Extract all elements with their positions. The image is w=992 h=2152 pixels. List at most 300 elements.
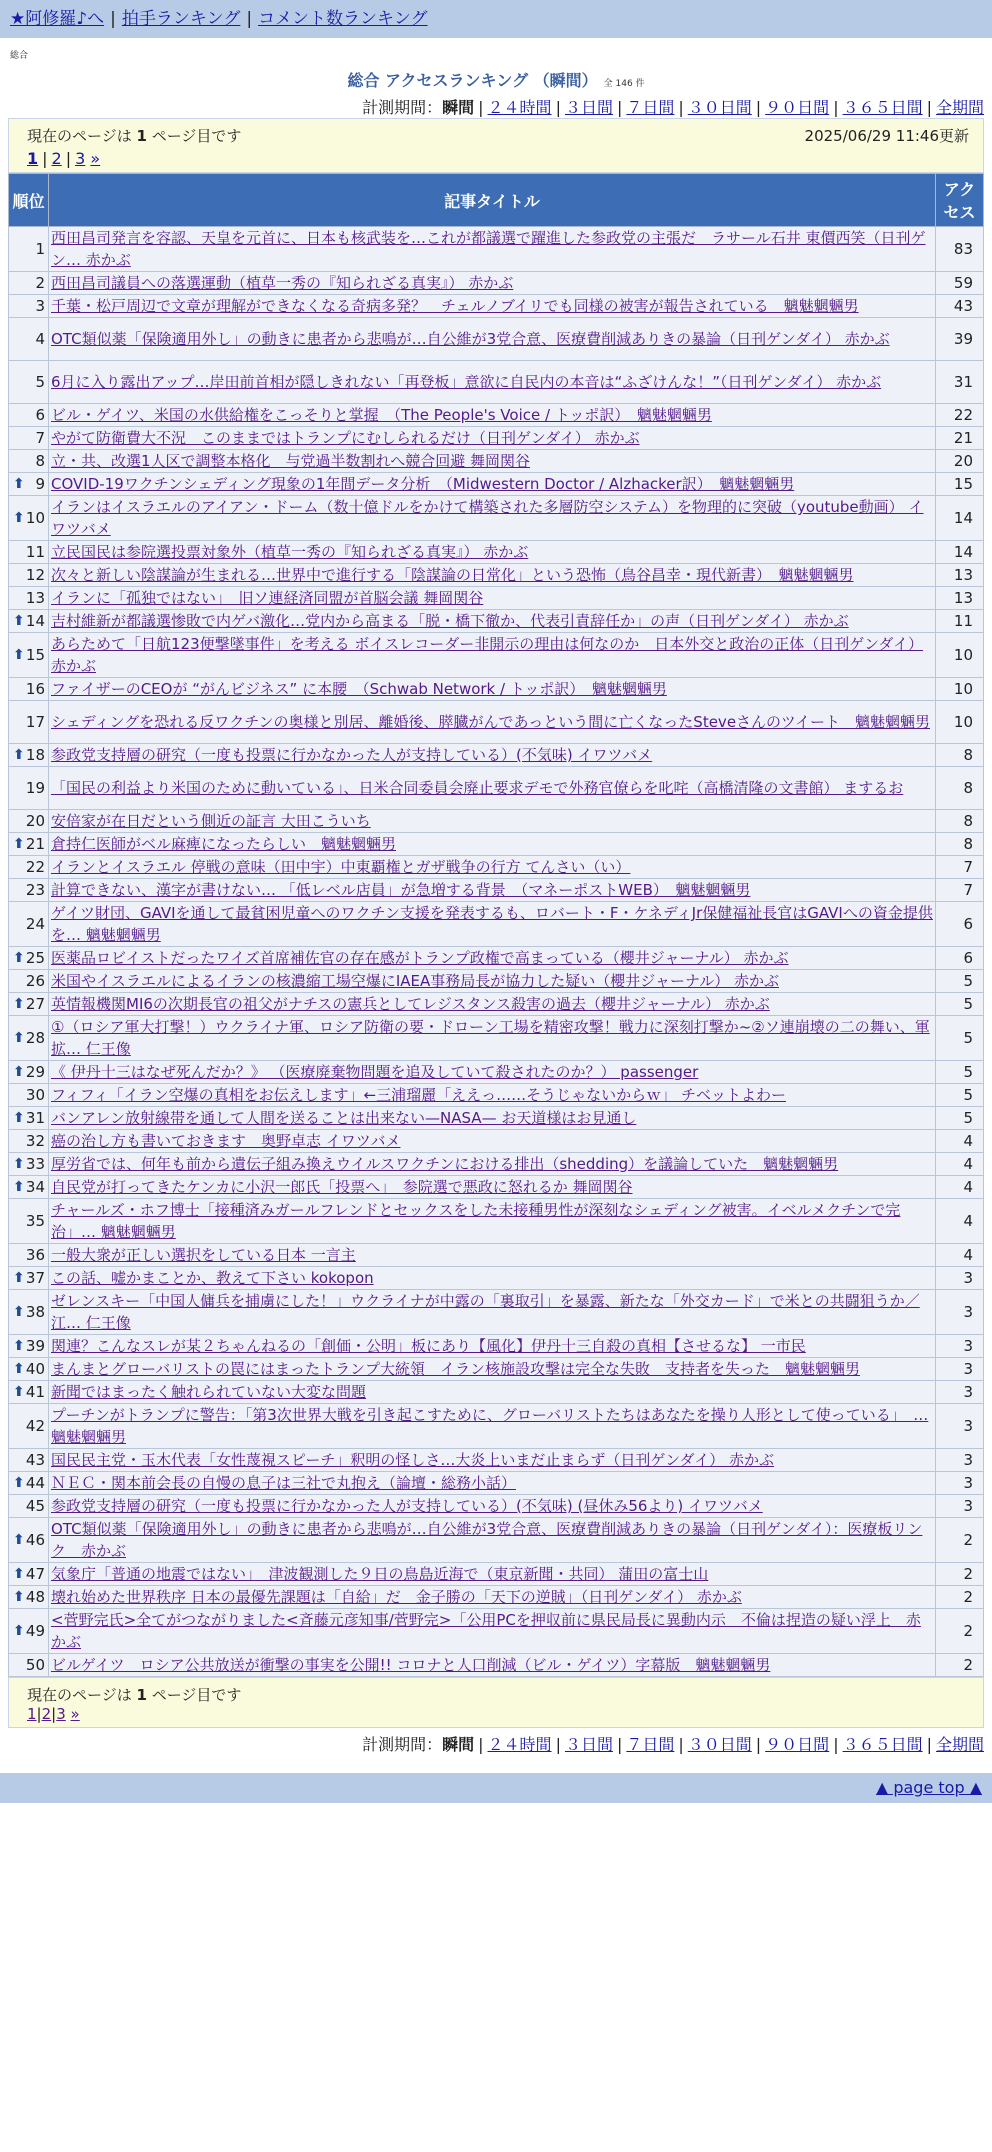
period-option-5[interactable]: ３６５日間: [842, 98, 923, 117]
access-count: 2: [936, 1654, 984, 1677]
table-row: [9, 1518, 984, 1563]
table-row: [9, 701, 984, 744]
current-page-number: 1: [136, 1686, 147, 1704]
rank-cell: [9, 1084, 49, 1107]
article-link[interactable]: 国民民主党・玉木代表「女性蔑視スピーチ」釈明の怪しさ…大炎上いまだ止まらず（日刊ゲンダイ） 赤かぶ: [51, 1451, 774, 1469]
rank-cell: [9, 744, 49, 767]
rank-cell: [9, 678, 49, 701]
rank-cell: [9, 1244, 49, 1267]
table-row: [9, 1061, 984, 1084]
period-separator: |: [478, 1735, 484, 1754]
rank-number: 13: [25, 589, 45, 607]
pager-bottom: [27, 1705, 969, 1723]
article-link[interactable]: 米国やイスラエルによるイランの核濃縮工場空爆にIAEA事務局長が協力した疑い（櫻井ジャーナル） 赤かぶ: [51, 972, 779, 990]
article-link[interactable]: 《 伊丹十三はなぜ死んだか？》 （医療廃棄物問題を追及していて殺されたのか？） passenger: [51, 1063, 699, 1081]
rank-number: 33: [25, 1155, 45, 1173]
article-link[interactable]: ＮＥＣ・関本前会長の自慢の息子は三社で丸抱え（論壇・総務小話）: [51, 1474, 517, 1492]
rank-number: 39: [25, 1337, 45, 1355]
access-count: 4: [936, 1199, 984, 1244]
table-row: [9, 295, 984, 318]
rank-up-icon: ⬆: [13, 1384, 25, 1400]
rank-up-icon: ⬆: [13, 1156, 25, 1172]
rank-cell: [9, 404, 49, 427]
rank-up-icon: ⬆: [13, 613, 25, 629]
rank-cell: [9, 701, 49, 744]
rank-number: 41: [25, 1383, 45, 1401]
home-link[interactable]: ★阿修羅♪へ: [10, 9, 105, 29]
title-cell: [49, 1586, 936, 1609]
header-access: アクセス: [936, 174, 984, 227]
access-count: 8: [936, 767, 984, 810]
article-link[interactable]: <菅野完氏>全てがつながりました<斉藤元彦知事/菅野完>「公用PCを押収前に県民局長に異動内示 不倫は捏造の疑い浮上 赤かぶ: [51, 1611, 921, 1651]
article-link[interactable]: 一般大衆が正しい選択をしている日本 一言主: [51, 1246, 356, 1264]
rank-up-icon: ⬆: [13, 1566, 25, 1582]
article-link[interactable]: 安倍家が在日だという側近の証言 大田こういち: [51, 812, 371, 830]
rank-number: 9: [35, 475, 45, 493]
title-cell: [49, 1244, 936, 1267]
period-option-1[interactable]: ３日間: [564, 1735, 613, 1754]
pager-next[interactable]: »: [70, 1705, 80, 1723]
access-count: 3: [936, 1472, 984, 1495]
current-page-number: 1: [136, 127, 147, 145]
table-row: [9, 227, 984, 272]
period-option-0[interactable]: ２４時間: [487, 1735, 552, 1754]
access-count: 5: [936, 1084, 984, 1107]
title-cell: [49, 227, 936, 272]
table-row: [9, 1107, 984, 1130]
rank-cell: [9, 295, 49, 318]
title-cell: [49, 1335, 936, 1358]
article-link[interactable]: 立・共、改選1人区で調整本格化 与党過半数割れへ競合回避 舞岡関谷: [51, 452, 531, 470]
title-cell: [49, 272, 936, 295]
period-option-6[interactable]: 全期間: [935, 98, 984, 117]
rank-cell: [9, 473, 49, 496]
article-link[interactable]: 医薬品ロビイストだったワイズ首席補佐官の存在感がトランプ政権で高まっている（櫻井ジャーナル） 赤かぶ: [51, 949, 789, 967]
period-separator: |: [555, 1735, 561, 1754]
rank-number: 21: [25, 835, 45, 853]
title-cell: [49, 744, 936, 767]
article-link[interactable]: ビル・ゲイツ、米国の水供給権をこっそりと掌握 （The People's Voice / トッポ訳） 魑魅魍魎男: [51, 406, 712, 424]
period-separator: |: [755, 1735, 762, 1754]
table-row: [9, 947, 984, 970]
title-cell: [49, 767, 936, 810]
table-row: [9, 633, 984, 678]
nav-separator: |: [246, 9, 253, 29]
article-link[interactable]: 気象庁「普通の地震ではない」 津波観測した９日の鳥島近海で（東京新聞・共同） 蒲田の富士山: [51, 1565, 709, 1583]
updated-timestamp: 2025/06/29 11:46更新: [804, 127, 969, 145]
category-label: 総合: [10, 51, 29, 61]
article-link[interactable]: フィフィ「イラン空爆の真相をお伝えします」←三浦瑠麗「ええっ……そうじゃないからｗ」 チベットよわー: [51, 1086, 786, 1104]
pager-separator: |: [51, 1705, 57, 1723]
rank-number: 22: [25, 858, 45, 876]
access-count: 4: [936, 1153, 984, 1176]
title-cell: [49, 902, 936, 947]
article-link[interactable]: バンアレン放射線帯を通して人間を送ることは出来ない—NASA— お天道様はお見通し: [51, 1109, 637, 1127]
access-count: 8: [936, 810, 984, 833]
rank-up-icon: ⬆: [13, 1110, 25, 1126]
rank-cell: [9, 450, 49, 473]
period-option-4[interactable]: ９０日間: [765, 1735, 830, 1754]
rank-number: 7: [35, 429, 45, 447]
period-selector-bottom: [0, 1732, 992, 1755]
rank-number: 3: [35, 297, 45, 315]
table-row: [9, 1130, 984, 1153]
access-count: 2: [936, 1518, 984, 1563]
comment-ranking-link[interactable]: コメント数ランキング: [258, 9, 428, 29]
page-status: [27, 125, 241, 146]
rank-number: 19: [25, 779, 45, 797]
access-count: 8: [936, 744, 984, 767]
access-count: 14: [936, 496, 984, 541]
access-count: 3: [936, 1290, 984, 1335]
access-count: 5: [936, 1061, 984, 1084]
period-separator: |: [755, 98, 762, 117]
pager-page-1[interactable]: 1: [27, 1705, 37, 1723]
rank-number: 43: [25, 1451, 45, 1469]
table-row: [9, 496, 984, 541]
rank-cell: [9, 1586, 49, 1609]
period-option-1[interactable]: ３日間: [564, 98, 613, 117]
table-row: [9, 1267, 984, 1290]
title-cell: [49, 1107, 936, 1130]
article-link[interactable]: 厚労省では、何年も前から遺伝子組み換えウイルスワクチンにおける排出（shedding）を議論していた 魑魅魍魎男: [51, 1155, 839, 1173]
rank-cell: [9, 993, 49, 1016]
period-option-2[interactable]: ７日間: [626, 1735, 675, 1754]
rank-number: 8: [35, 452, 45, 470]
access-count: 43: [936, 295, 984, 318]
page-status-suffix: ページ目です: [151, 127, 242, 145]
article-link[interactable]: 壊れ始めた世界秩序 日本の最優先課題は「自給」だ 金子勝の「天下の逆賊」（日刊ゲンダイ） 赤かぶ: [51, 1588, 742, 1606]
title-cell: [49, 404, 936, 427]
article-link[interactable]: 「国民の利益より米国のために動いている」、日米合同委員会廃止要求デモで外務官僚らを叱咤（高橋清隆の文書館） まするお: [51, 779, 904, 797]
period-separator: |: [616, 1735, 623, 1754]
period-separator: |: [678, 98, 684, 117]
rank-number: 5: [35, 373, 45, 391]
title-cell: [49, 856, 936, 879]
rank-cell: [9, 1449, 49, 1472]
access-count: 13: [936, 564, 984, 587]
access-count: 20: [936, 450, 984, 473]
pager-page-1[interactable]: 1: [27, 149, 39, 168]
article-link[interactable]: ゲイツ財団、GAVIを通して最貧困児童へのワクチン支援を発表するも、ロバート・F・ケネディJr保健福祉長官はGAVIへの資金提供を… 魑魅魍魎男: [51, 904, 933, 944]
title-cell: [49, 1267, 936, 1290]
title-cell: [49, 678, 936, 701]
rank-cell: [9, 1335, 49, 1358]
access-count: 8: [936, 833, 984, 856]
title-cell: [49, 633, 936, 678]
rank-cell: [9, 1495, 49, 1518]
access-count: 2: [936, 1609, 984, 1654]
rank-cell: [9, 1654, 49, 1677]
article-link[interactable]: OTC類似薬「保険適用外し」の動きに患者から悲鳴が…自公維が3党合意、医療費削減ありきの暴論（日刊ゲンダイ）：医療板リンク 赤かぶ: [51, 1520, 923, 1560]
period-current: 瞬間: [442, 98, 475, 117]
article-link[interactable]: 英情報機関MI6の次期長官の祖父がナチスの憲兵としてレジスタンス殺害の過去（櫻井ジャーナル） 赤かぶ: [51, 995, 770, 1013]
table-row: [9, 678, 984, 701]
rank-cell: [9, 1563, 49, 1586]
rank-number: 32: [25, 1132, 45, 1150]
article-link[interactable]: ゼレンスキー「中国人傭兵を捕虜にした！」ウクライナが中露の「裏取引」を暴露、新たな「外交カード」で米との共闘狙うか／江… 仁王像: [51, 1292, 920, 1332]
rank-number: 16: [25, 680, 45, 698]
rank-number: 31: [25, 1109, 45, 1127]
article-link[interactable]: 関連？こんなスレが某２ちゃんねるの「創価・公明」板にあり【風化】伊丹十三自殺の真相【させるな】 一市民: [51, 1337, 806, 1355]
page-info-top: [8, 118, 984, 173]
header-title: 記事タイトル: [49, 174, 936, 227]
rank-cell: [9, 610, 49, 633]
page-title: [0, 68, 992, 91]
page-status-prefix: 現在のページは: [27, 1686, 132, 1704]
rank-up-icon: ⬆: [13, 1304, 25, 1320]
rank-cell: [9, 1130, 49, 1153]
rank-cell: [9, 810, 49, 833]
rank-up-icon: ⬆: [13, 1623, 25, 1639]
pager-page-3[interactable]: 3: [56, 1705, 66, 1723]
article-link[interactable]: 癌の治し方も書いておきます 奥野卓志 イワツバメ: [51, 1132, 401, 1150]
rank-number: 15: [25, 646, 45, 664]
table-row: [9, 1153, 984, 1176]
article-link[interactable]: この話、嘘かまことか、教えて下さい kokopon: [51, 1269, 374, 1287]
rank-number: 35: [25, 1212, 45, 1230]
page-info-bottom: [8, 1677, 984, 1728]
rank-up-icon: ⬆: [13, 647, 25, 663]
rank-cell: [9, 1290, 49, 1335]
rank-cell: [9, 879, 49, 902]
rank-number: 17: [25, 713, 45, 731]
article-link[interactable]: 参政党支持層の研究（一度も投票に行かなかった人が支持している）(不気味) イワツバメ: [51, 746, 653, 764]
rank-cell: [9, 564, 49, 587]
article-link[interactable]: 参政党支持層の研究（一度も投票に行かなかった人が支持している）(不気味) (昼休み56より) イワツバメ: [51, 1497, 763, 1515]
access-count: 2: [936, 1586, 984, 1609]
access-count: 13: [936, 587, 984, 610]
title-cell: [49, 1176, 936, 1199]
rank-cell: [9, 1358, 49, 1381]
rank-number: 23: [25, 881, 45, 899]
header-rank: 順位: [9, 174, 49, 227]
table-row: [9, 902, 984, 947]
article-link[interactable]: 6月に入り露出アップ…岸田前首相が隠しきれない「再登板」意欲に自民内の本音は“ふざけんな！”（日刊ゲンダイ） 赤かぶ: [51, 373, 882, 391]
table-row: [9, 1654, 984, 1677]
article-link[interactable]: 計算できない、漢字が書けない… 「低レベル店員」が急増する背景 （マネーポストWEB） 魑魅魍魎男: [51, 881, 751, 899]
table-row: [9, 970, 984, 993]
table-row: [9, 1609, 984, 1654]
article-link[interactable]: 西田昌司議員への落選運動（植草一秀の『知られざる真実』） 赤かぶ: [51, 274, 514, 292]
rank-cell: [9, 541, 49, 564]
period-option-4[interactable]: ９０日間: [765, 98, 830, 117]
article-link[interactable]: イランはイスラエルのアイアン・ドーム（数十億ドルをかけて構築された多層防空システム）を物理的に突破（youtube動画） イワツバメ: [51, 498, 924, 538]
table-row: [9, 1335, 984, 1358]
rank-number: 42: [25, 1417, 45, 1435]
article-link[interactable]: 新聞ではまったく触れられていない大変な問題: [51, 1383, 367, 1401]
table-row: [9, 1176, 984, 1199]
rank-number: 20: [25, 812, 45, 830]
table-row: [9, 810, 984, 833]
period-option-3[interactable]: ３０日間: [687, 98, 752, 117]
rank-number: 25: [25, 949, 45, 967]
rank-cell: [9, 496, 49, 541]
rank-up-icon: ⬆: [13, 1532, 25, 1548]
article-link[interactable]: 次々と新しい陰謀論が生まれる…世界中で進行する「陰謀論の日常化」という恐怖（鳥谷昌幸・現代新書） 魑魅魍魎男: [51, 566, 854, 584]
rank-cell: [9, 856, 49, 879]
article-link[interactable]: ビルゲイツ ロシア公共放送が衝撃の事実を公開!! コロナと人口削減（ビル・ゲイツ）字幕版 魑魅魍魎男: [51, 1656, 771, 1674]
article-link[interactable]: イランに「孤独ではない」 旧ソ連経済同盟が首脳会議 舞岡関谷: [51, 589, 484, 607]
access-count: 14: [936, 541, 984, 564]
rank-number: 10: [25, 509, 45, 527]
period-separator: |: [833, 98, 839, 117]
period-separator: |: [926, 1735, 932, 1754]
rank-number: 18: [25, 746, 45, 764]
pager-page-2[interactable]: 2: [41, 1705, 52, 1723]
title-cell: [49, 1130, 936, 1153]
article-link[interactable]: 西田昌司発言を容認、天皇を元首に、日本も核武装を…これが都議選で躍進した参政党の主張だ ラサール石井 東價西笑（日刊ゲン… 赤かぶ: [51, 229, 926, 269]
period-option-5[interactable]: ３６５日間: [842, 1735, 923, 1754]
rank-up-icon: ⬆: [13, 747, 25, 763]
rank-number: 4: [35, 330, 45, 348]
rank-cell: [9, 1199, 49, 1244]
access-count: 6: [936, 947, 984, 970]
footer-bar: [0, 1773, 992, 1803]
clap-ranking-link[interactable]: 拍手ランキング: [121, 9, 241, 29]
rank-number: 36: [25, 1246, 45, 1264]
table-row: [9, 450, 984, 473]
pager-page-3[interactable]: 3: [75, 149, 86, 168]
title-cell: [49, 1472, 936, 1495]
rank-number: 24: [25, 915, 45, 933]
article-link[interactable]: 立民国民は参院選投票対象外（植草一秀の『知られざる真実』） 赤かぶ: [51, 543, 529, 561]
title-cell: [49, 833, 936, 856]
period-separator: |: [478, 98, 484, 117]
title-cell: [49, 970, 936, 993]
ranking-title: 総合 アクセスランキング （瞬間）: [347, 71, 598, 90]
access-count: 10: [936, 701, 984, 744]
rank-number: 1: [35, 240, 45, 258]
ranking-table: [8, 173, 984, 1677]
article-link[interactable]: 自民党が打ってきたケンカに小沢一郎氏「投票へ」 参院選で悪政に怒れるか 舞岡関谷: [51, 1178, 633, 1196]
article-link[interactable]: プーチンがトランプに警告：「第3次世界大戦を引き起こすために、グローバリストたちはあなたを操り人形として使っている」 … 魑魅魍魎男: [51, 1406, 929, 1446]
rank-up-icon: ⬆: [13, 836, 25, 852]
title-cell: [49, 496, 936, 541]
title-cell: [49, 993, 936, 1016]
rank-number: 50: [25, 1656, 45, 1674]
title-cell: [49, 450, 936, 473]
rank-cell: [9, 1016, 49, 1061]
rank-number: 26: [25, 972, 45, 990]
period-option-6[interactable]: 全期間: [935, 1735, 984, 1754]
title-cell: [49, 295, 936, 318]
table-row: [9, 1563, 984, 1586]
title-cell: [49, 1358, 936, 1381]
rank-number: 11: [25, 543, 45, 561]
access-count: 4: [936, 1176, 984, 1199]
rank-number: 49: [25, 1622, 45, 1640]
access-count: 4: [936, 1244, 984, 1267]
title-cell: [49, 564, 936, 587]
title-cell: [49, 1609, 936, 1654]
rank-cell: [9, 427, 49, 450]
article-link[interactable]: OTC類似薬「保険適用外し」の動きに患者から悲鳴が…自公維が3党合意、医療費削減ありきの暴論（日刊ゲンダイ） 赤かぶ: [51, 330, 890, 348]
rank-up-icon: ⬆: [13, 1361, 25, 1377]
access-count: 3: [936, 1335, 984, 1358]
rank-cell: [9, 1381, 49, 1404]
access-count: 5: [936, 970, 984, 993]
pager-separator: |: [36, 1705, 42, 1723]
table-row: [9, 427, 984, 450]
rank-number: 6: [35, 406, 45, 424]
period-option-0[interactable]: ２４時間: [487, 98, 552, 117]
article-link[interactable]: ファイザーのCEOが “がんビジネス” に本腰 （Schwab Network / トッポ訳） 魑魅魍魎男: [51, 680, 667, 698]
access-count: 7: [936, 879, 984, 902]
article-link[interactable]: チャールズ・ホフ博士「接種済みガールフレンドとセックスをした未接種男性が深刻なシェディング被害。イベルメクチンで完治」… 魑魅魍魎男: [51, 1201, 901, 1241]
title-cell: [49, 1518, 936, 1563]
article-link[interactable]: ①（ロシア軍大打撃！）ウクライナ軍、ロシア防衛の要・ドローン工場を精密攻撃！戦力に深刻打撃か~②ソ連崩壊の二の舞い、軍拡… 仁王像: [51, 1018, 930, 1058]
article-link[interactable]: イランとイスラエル 停戦の意味（田中宇）中東覇権とガザ戦争の行方 てんさい（い）: [51, 858, 631, 876]
pager-page-2[interactable]: 2: [51, 149, 62, 168]
rank-up-icon: ⬆: [13, 1338, 25, 1354]
article-link[interactable]: 倉持仁医師がベル麻痺になったらしい 魑魅魍魎男: [51, 835, 397, 853]
access-count: 10: [936, 633, 984, 678]
page-top-link[interactable]: ▲ page top ▲: [875, 1778, 982, 1797]
rank-number: 45: [25, 1497, 45, 1515]
pager-separator: |: [65, 149, 72, 168]
table-row: [9, 318, 984, 361]
table-row: [9, 361, 984, 404]
rank-cell: [9, 767, 49, 810]
access-count: 5: [936, 1016, 984, 1061]
period-option-3[interactable]: ３０日間: [687, 1735, 752, 1754]
article-link[interactable]: まんまとグローバリストの罠にはまったトランプ大統領 イラン核施設攻撃は完全な失敗 支持者を失った 魑魅魍魎男: [51, 1360, 860, 1378]
rank-cell: [9, 227, 49, 272]
article-link[interactable]: COVID-19ワクチンシェディング現象の1年間データ分析 （Midwestern Doctor / Alzhacker訳） 魑魅魍魎男: [51, 475, 795, 493]
access-count: 3: [936, 1267, 984, 1290]
rank-number: 47: [25, 1565, 45, 1583]
rank-number: 29: [25, 1063, 45, 1081]
rank-cell: [9, 947, 49, 970]
rank-number: 2: [35, 274, 45, 292]
rank-cell: [9, 318, 49, 361]
table-row: [9, 1586, 984, 1609]
access-count: 6: [936, 902, 984, 947]
article-link[interactable]: 千葉・松戸周辺で文章が理解ができなくなる奇病多発？ チェルノブイリでも同様の被害が報告されている 魑魅魍魎男: [51, 297, 859, 315]
rank-cell: [9, 1404, 49, 1449]
title-cell: [49, 427, 936, 450]
pager-top: [27, 149, 969, 168]
title-cell: [49, 1563, 936, 1586]
access-count: 3: [936, 1358, 984, 1381]
table-row: [9, 1495, 984, 1518]
table-row: [9, 473, 984, 496]
rank-cell: [9, 633, 49, 678]
table-row: [9, 879, 984, 902]
table-row: [9, 833, 984, 856]
table-row: [9, 1199, 984, 1244]
article-link[interactable]: シェディングを恐れる反ワクチンの奥様と別居、離婚後、膵臓がんであっという間に亡くなったSteveさんのツイート 魑魅魍魎男: [51, 713, 930, 731]
rank-cell: [9, 970, 49, 993]
rank-up-icon: ⬆: [13, 996, 25, 1012]
table-row: [9, 1244, 984, 1267]
access-count: 2: [936, 1563, 984, 1586]
period-separator: |: [678, 1735, 684, 1754]
article-link[interactable]: あらためて「日航123便撃墜事件」を考える ボイスレコーダー非開示の理由は何なのか 日本外交と政治の正体（日刊ゲンダイ） 赤かぶ: [51, 635, 924, 675]
title-cell: [49, 879, 936, 902]
period-separator: |: [616, 98, 623, 117]
access-count: 39: [936, 318, 984, 361]
title-cell: [49, 1084, 936, 1107]
article-link[interactable]: やがて防衛費大不況 このままではトランプにむしられるだけ（日刊ゲンダイ） 赤かぶ: [51, 429, 640, 447]
access-count: 83: [936, 227, 984, 272]
period-option-2[interactable]: ７日間: [626, 98, 675, 117]
article-link[interactable]: 吉村維新が都議選惨敗で内ゲバ激化…党内から高まる「脱・橋下徹か、代表引責辞任か」の声（日刊ゲンダイ） 赤かぶ: [51, 612, 849, 630]
rank-number: 14: [25, 612, 45, 630]
rank-up-icon: ⬆: [13, 1475, 25, 1491]
pager-next[interactable]: »: [90, 149, 101, 168]
